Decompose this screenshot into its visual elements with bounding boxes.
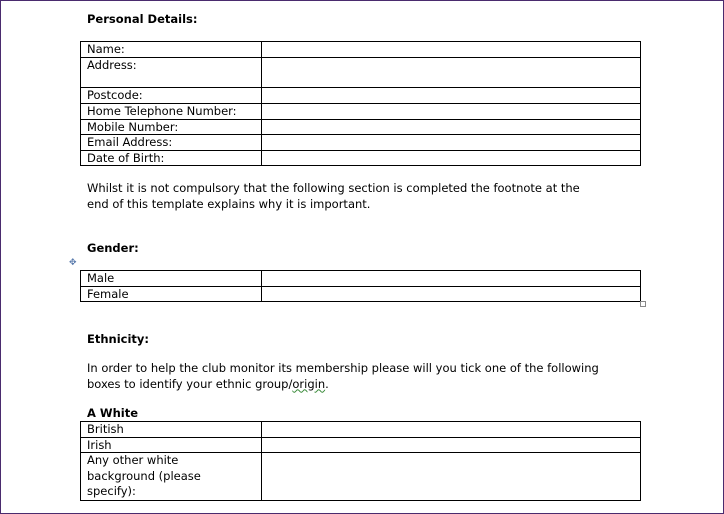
- irish-checkbox-cell[interactable]: [262, 438, 641, 453]
- email-address-label: Email Address:: [81, 135, 262, 151]
- date-of-birth-field[interactable]: [262, 151, 641, 166]
- male-checkbox-cell[interactable]: [262, 271, 641, 287]
- british-checkbox-cell[interactable]: [262, 422, 641, 438]
- footnote-line-2: end of this template explains why it is important.: [87, 196, 371, 211]
- postcode-field[interactable]: [262, 88, 641, 104]
- date-of-birth-label: Date of Birth:: [81, 151, 262, 166]
- ethnicity-line-2: boxes to identify your ethnic group/origin.: [87, 376, 329, 391]
- address-field[interactable]: [262, 58, 641, 88]
- other-white-field[interactable]: [262, 453, 641, 501]
- mobile-number-field[interactable]: [262, 120, 641, 135]
- other-white-label: Any other white background (please specify):: [81, 453, 262, 501]
- white-ethnicity-table: [80, 421, 641, 501]
- spelling-flagged-word: origin: [292, 376, 326, 391]
- female-checkbox-cell[interactable]: [262, 287, 641, 302]
- table-move-handle-icon[interactable]: ✥: [69, 258, 77, 268]
- mobile-number-label: Mobile Number:: [81, 120, 262, 135]
- white-heading: A White: [87, 406, 139, 420]
- name-label: Name:: [81, 42, 262, 58]
- ethnicity-paragraph: [87, 361, 667, 392]
- gender-table: [80, 270, 641, 302]
- ethnicity-line-1: In order to help the club monitor its membership please will you tick one of the following: [87, 361, 599, 375]
- male-label: Male: [81, 271, 262, 287]
- name-field[interactable]: [262, 42, 641, 58]
- email-address-field[interactable]: [262, 135, 641, 151]
- table-resize-handle-icon[interactable]: [640, 301, 646, 307]
- postcode-label: Postcode:: [81, 88, 262, 104]
- female-label: Female: [81, 287, 262, 302]
- gender-heading: Gender:: [87, 241, 139, 255]
- irish-label: Irish: [81, 438, 262, 453]
- personal-details-heading: Personal Details:: [87, 12, 198, 26]
- address-label: Address:: [81, 58, 262, 88]
- home-telephone-field[interactable]: [262, 104, 641, 120]
- personal-details-table: [80, 41, 641, 166]
- footnote-line-1: Whilst it is not compulsory that the following section is completed the footnote at the: [87, 181, 580, 195]
- footnote-paragraph: [87, 181, 647, 212]
- ethnicity-heading: Ethnicity:: [87, 332, 150, 346]
- british-label: British: [81, 422, 262, 438]
- home-telephone-label: Home Telephone Number:: [81, 104, 262, 120]
